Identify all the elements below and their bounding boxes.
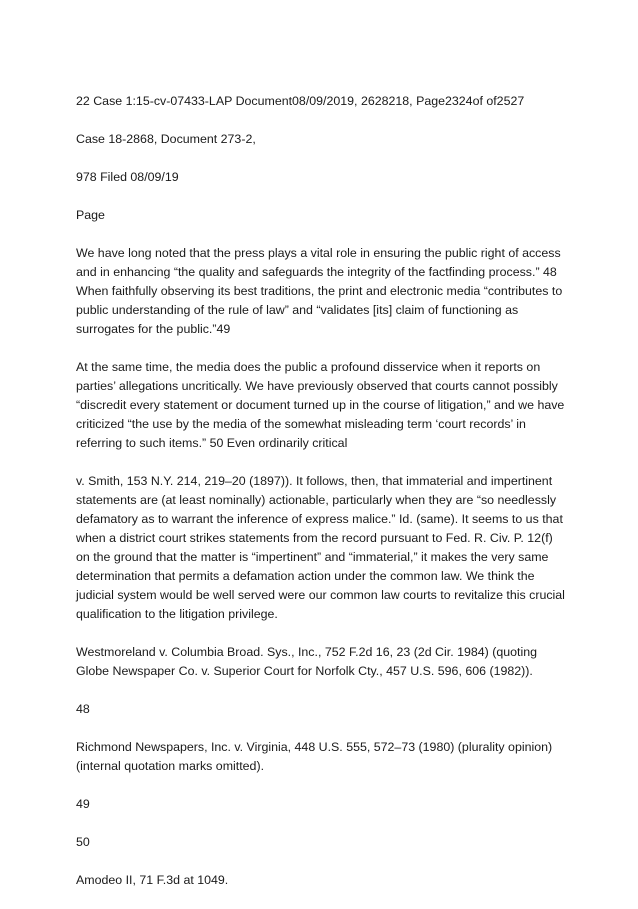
footnote-text: Westmoreland v. Columbia Broad. Sys., Inc., 752 F.2d 16, 23 (2d Cir. 1984) (quoting Globe Newspaper Co. v. Superior Court for Norfolk Cty., 457 U.S. 596, 606 (1982)). bbox=[76, 645, 537, 678]
footnote-text: Amodeo II, 71 F.3d at 1049. bbox=[76, 873, 229, 887]
body-paragraph: We have long noted that the press plays a vital role in ensuring the public right of access and in enhancing “the quality and safeguards the integrity of the factfinding process.” 48 When faithfully observing its best traditions, the print and electronic media “contributes to public understanding of the rule of law” and “validates [its] claim of functioning as surrogates for the public.”49 bbox=[76, 246, 563, 336]
header-line: 22 Case 1:15-cv-07433-LAP Document08/09/2019, 2628218, Page2324of of2527 bbox=[76, 94, 525, 108]
page-label: Page bbox=[76, 208, 105, 222]
case-line: Case 18-2868, Document 273-2, bbox=[76, 132, 256, 146]
footnote-number: 49 bbox=[76, 797, 90, 811]
footnote-text: Richmond Newspapers, Inc. v. Virginia, 448 U.S. 555, 572–73 (1980) (plurality opinion) (internal quotation marks omitted). bbox=[76, 740, 553, 773]
body-paragraph: At the same time, the media does the public a profound disservice when it reports on parties’ allegations uncritically. We have previously observed that courts cannot possibly “discredit every statement or document turned up in the course of litigation,” and we have criticized “the use by the media of the somewhat misleading term ‘court records’ in referring to such items.” 50 Even ordinarily critical bbox=[76, 360, 565, 450]
filed-line: 978 Filed 08/09/19 bbox=[76, 170, 179, 184]
body-paragraph: v. Smith, 153 N.Y. 214, 219–20 (1897)). It follows, then, that immaterial and impertinent statements are (at least nominally) actionable, particularly when they are “so needlessly defamatory as to warrant the inference of express malice.” Id. (same). It seems to us that when a district court strikes statements from the record pursuant to Fed. R. Civ. P. 12(f) on the ground that the matter is “impertinent” and “immaterial,” it makes the very same determination that permits a defamation action under the common law. We think the judicial system would be well served were our common law courts to revitalize this crucial qualification to the litigation privilege. bbox=[76, 474, 565, 621]
footnote-number: 48 bbox=[76, 702, 90, 716]
footnote-number: 50 bbox=[76, 835, 90, 849]
document-page bbox=[76, 92, 566, 909]
